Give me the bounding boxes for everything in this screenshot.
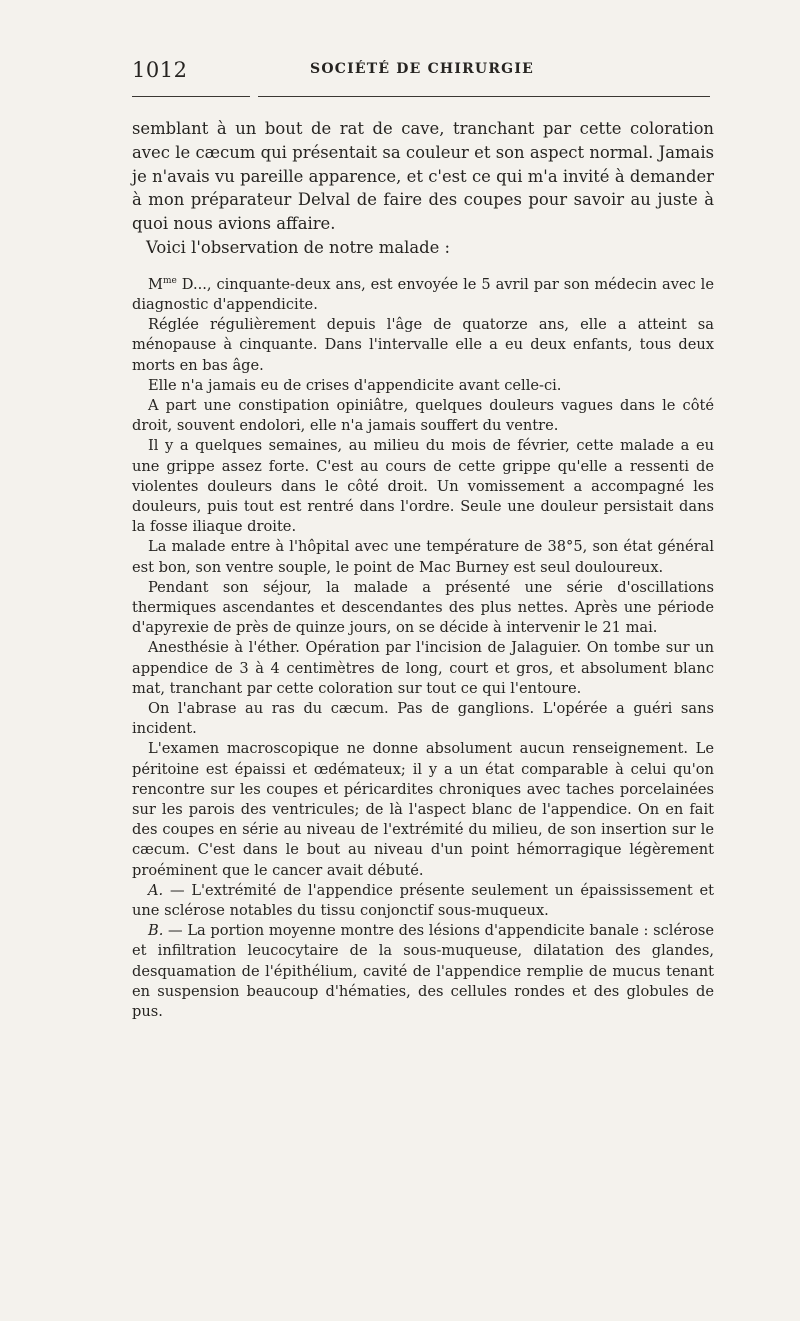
item-b-label: B. (148, 922, 164, 940)
item-a-label: A. (148, 881, 164, 899)
header-rule-left (132, 96, 250, 97)
item-b-text: — La portion moyenne montre des lésions d'appendicite banale : sclérose et infiltration leucocytaire de la sous-muqueuse, dilatation des glandes, desquamation de l'épithélium, cavité de l'appendice remplie de mucus tenant en suspension beaucoup d'hématies, des cellules rondes et des globules de pus. (132, 922, 714, 1021)
obs-paragraph-patient (132, 275, 714, 315)
running-head (132, 58, 712, 86)
obs-paragraph: Elle n'a jamais eu de crises d'appendicite avant celle-ci. (148, 376, 562, 394)
obs-paragraph: On l'abrase au ras du cæcum. Pas de ganglions. L'opérée a guéri sans incident. (132, 700, 714, 738)
obs-paragraph: La malade entre à l'hôpital avec une température de 38°5, son état général est bon, son ventre souple, le point de Mac Burney est seul douloureux. (132, 538, 714, 576)
obs-paragraph: L'examen macroscopique ne donne absolument aucun renseignement. Le péritoine est épaissi et œdémateux; il y a un état comparable à celui qu'on rencontre sur les coupes et péricardites chroniques avec taches porcelainées sur les parois des ventricules; de là l'aspect blanc de l'appendice. On en fait des coupes en série au niveau de l'extrémité du milieu, de son insertion sur le cæcum. C'est dans le bout au niveau d'un point hémorragique légèrement proéminent que le cancer avait débuté. (132, 740, 714, 879)
page-number: 1012 (132, 58, 188, 82)
journal-title: SOCIÉTÉ DE CHIRURGIE (310, 61, 534, 77)
intro-section (132, 117, 714, 260)
patient-title: M (148, 275, 163, 293)
body-text (132, 117, 714, 1022)
item-a-text: — L'extrémité de l'appendice présente seulement un épaississement et une sclérose notables du tissu conjonctif sous-muqueux. (132, 881, 714, 920)
obs-paragraph: Il y a quelques semaines, au milieu du mois de février, cette malade a eu une grippe assez forte. C'est au cours de cette grippe qu'elle a ressenti de violentes douleurs dans le côté droit. Un vomissement a accompagné les douleurs, puis tout est rentré dans l'ordre. Seule une douleur persistait dans la fosse iliaque droite. (132, 437, 714, 536)
obs-item-a (132, 881, 714, 921)
header-rule-right (258, 96, 710, 97)
patient-title-sup: me (162, 275, 177, 286)
intro-paragraph-2: Voici l'observation de notre malade : (146, 237, 451, 257)
obs-paragraph: Réglée régulièrement depuis l'âge de quatorze ans, elle a atteint sa ménopause à cinquante. Dans l'intervalle elle a eu deux enfants, tous deux morts en bas âge. (132, 316, 714, 374)
intro-paragraph-1: semblant à un bout de rat de cave, tranchant par cette coloration avec le cæcum qui présentait sa couleur et son aspect normal. Jamais je n'avais vu pareille apparence, et c'est ce qui m'a invité à demander à mon préparateur Delval de faire des coupes pour savoir au juste à quoi nous avions affaire. (132, 119, 714, 234)
obs-paragraph: Pendant son séjour, la malade a présenté une série d'oscillations thermiques ascendantes et descendantes des plus nettes. Après une période d'apyrexie de près de quinze jours, on se décide à intervenir le 21 mai. (132, 578, 714, 637)
obs-paragraph: Anesthésie à l'éther. Opération par l'incision de Jalaguier. On tombe sur un appendice de 3 à 4 centimètres de long, court et gros, et absolument blanc mat, tranchant par cette coloration sur tout ce qui l'entoure. (132, 639, 714, 697)
obs-paragraph: A part une constipation opiniâtre, quelques douleurs vagues dans le côté droit, souvent endolori, elle n'a jamais souffert du ventre. (132, 397, 714, 435)
patient-text: D..., cinquante-deux ans, est envoyée le 5 avril par son médecin avec le diagnostic d'appendicite. (132, 275, 714, 313)
observation-section (132, 275, 714, 1023)
obs-item-b (132, 921, 714, 1022)
